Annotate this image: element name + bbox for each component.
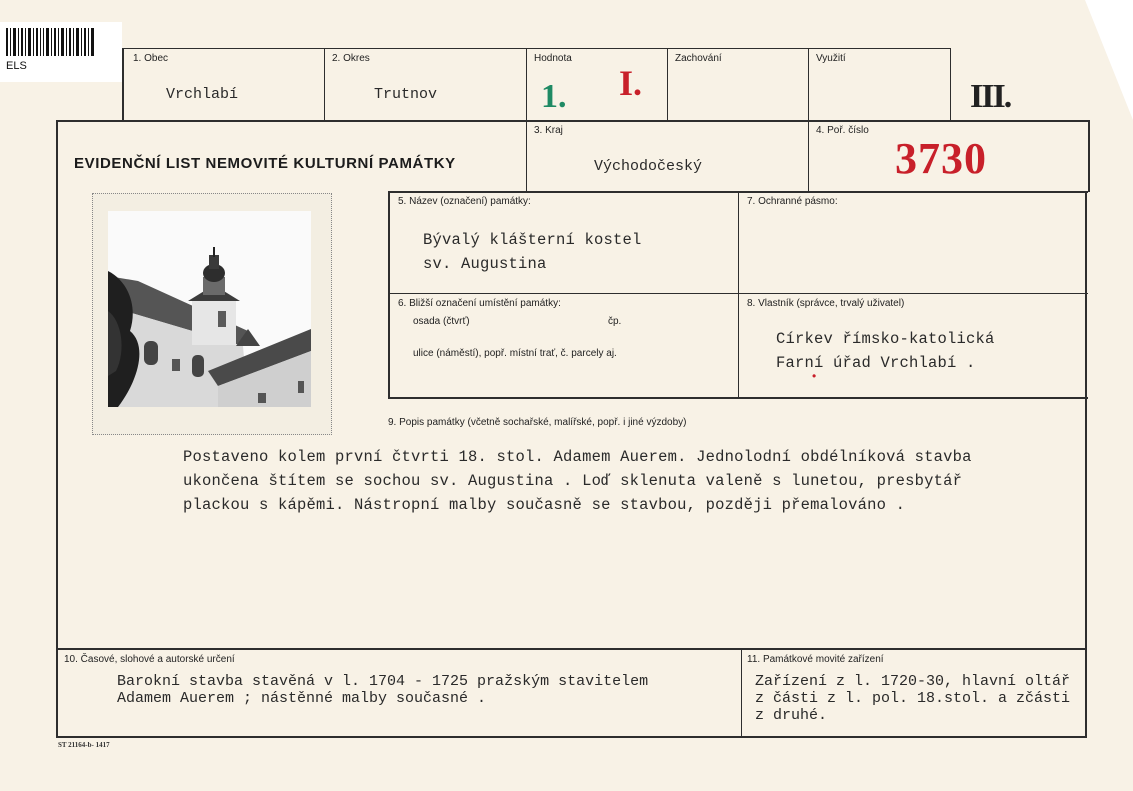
por-cislo-label: 4. Poř. číslo bbox=[816, 125, 869, 136]
popis-line2: ukončena štítem se sochou sv. Augustina . Loď sklenuta valeně s lunetou, presbytář bbox=[183, 472, 963, 490]
movite-line2: z části z l. pol. 18.stol. a zčásti bbox=[755, 690, 1071, 707]
form-title: EVIDENČNÍ LIST NEMOVITÉ KULTURNÍ PAMÁTKY bbox=[74, 155, 456, 172]
rule bbox=[667, 48, 668, 120]
rule bbox=[122, 48, 124, 120]
rule bbox=[388, 191, 390, 398]
form-code: ST 21164-b- 1417 bbox=[58, 741, 110, 749]
umisteni-label: 6. Bližší označení umístění památky: bbox=[398, 298, 561, 309]
popis-line3: plackou s kápěmi. Nástropní malby současně se stavbou, později přemalováno . bbox=[183, 496, 906, 514]
okres-label: 2. Okres bbox=[332, 53, 370, 64]
obec-value: Vrchlabí bbox=[166, 86, 239, 103]
movite-line1: Zařízení z l. 1720-30, hlavní oltář bbox=[755, 673, 1071, 690]
rule bbox=[56, 120, 1089, 122]
rule bbox=[56, 120, 58, 738]
cut-corner bbox=[1085, 0, 1133, 120]
red-dot-mark: • bbox=[812, 369, 817, 383]
church-photo bbox=[108, 211, 311, 407]
nazev-line2: sv. Augustina bbox=[423, 255, 547, 273]
popis-line1: Postaveno kolem první čtvrti 18. stol. Adamem Auerem. Jednolodní obdélníková stavba bbox=[183, 448, 972, 466]
barcode-icon bbox=[6, 28, 94, 56]
rule bbox=[122, 48, 950, 49]
osada-label: osada (čtvrť) bbox=[413, 316, 470, 327]
obec-label: 1. Obec bbox=[133, 53, 169, 64]
urceni-line2: Adamem Auerem ; nástěnné malby současné . bbox=[117, 690, 487, 707]
vlastnik-label: 8. Vlastník (správce, trvalý uživatel) bbox=[747, 298, 905, 309]
okres-value: Trutnov bbox=[374, 86, 438, 103]
urceni-line1: Barokní stavba stavěná v l. 1704 - 1725 pražským stavitelem bbox=[117, 673, 649, 690]
movite-label: 11. Památkové movité zařízení bbox=[747, 654, 884, 665]
hodnota-red-mark: I. bbox=[619, 63, 643, 103]
popis-label: 9. Popis památky (včetně sochařské, malířské, popř. i jiné výzdoby) bbox=[388, 417, 687, 428]
rule bbox=[741, 648, 742, 738]
rule bbox=[56, 736, 1086, 738]
rule bbox=[738, 191, 739, 398]
nazev-line1: Bývalý klášterní kostel bbox=[423, 231, 642, 249]
rule bbox=[56, 648, 1086, 650]
rule bbox=[526, 48, 527, 192]
vlastnik-line2: Farní úřad Vrchlabí . bbox=[776, 354, 976, 372]
barcode-label: ELS bbox=[6, 60, 27, 72]
kraj-label: 3. Kraj bbox=[534, 125, 563, 136]
vyuziti-mark: III. bbox=[970, 78, 1011, 115]
urceni-label: 10. Časové, slohové a autorské určení bbox=[64, 654, 235, 665]
rule bbox=[950, 48, 951, 120]
movite-line3: z druhé. bbox=[755, 707, 828, 724]
kraj-value: Východočeský bbox=[594, 158, 703, 175]
hodnota-green-mark: 1. bbox=[541, 78, 567, 115]
nazev-label: 5. Název (označení) památky: bbox=[398, 196, 531, 207]
zachovani-label: Zachování bbox=[675, 53, 722, 64]
ulice-label: ulice (náměstí), popř. místní trať, č. parcely aj. bbox=[413, 348, 617, 359]
vyuziti-label: Využití bbox=[816, 53, 846, 64]
hodnota-label: Hodnota bbox=[534, 53, 572, 64]
rule bbox=[808, 48, 809, 192]
ochranne-pasmo-label: 7. Ochranné pásmo: bbox=[747, 196, 838, 207]
rule bbox=[1088, 120, 1090, 192]
rule bbox=[1085, 192, 1087, 738]
vlastnik-line1: Církev římsko-katolická bbox=[776, 330, 995, 348]
por-cislo-value: 3730 bbox=[895, 134, 987, 183]
barcode-sticker bbox=[0, 22, 122, 82]
rule bbox=[324, 48, 325, 120]
cp-label: čp. bbox=[608, 316, 622, 327]
